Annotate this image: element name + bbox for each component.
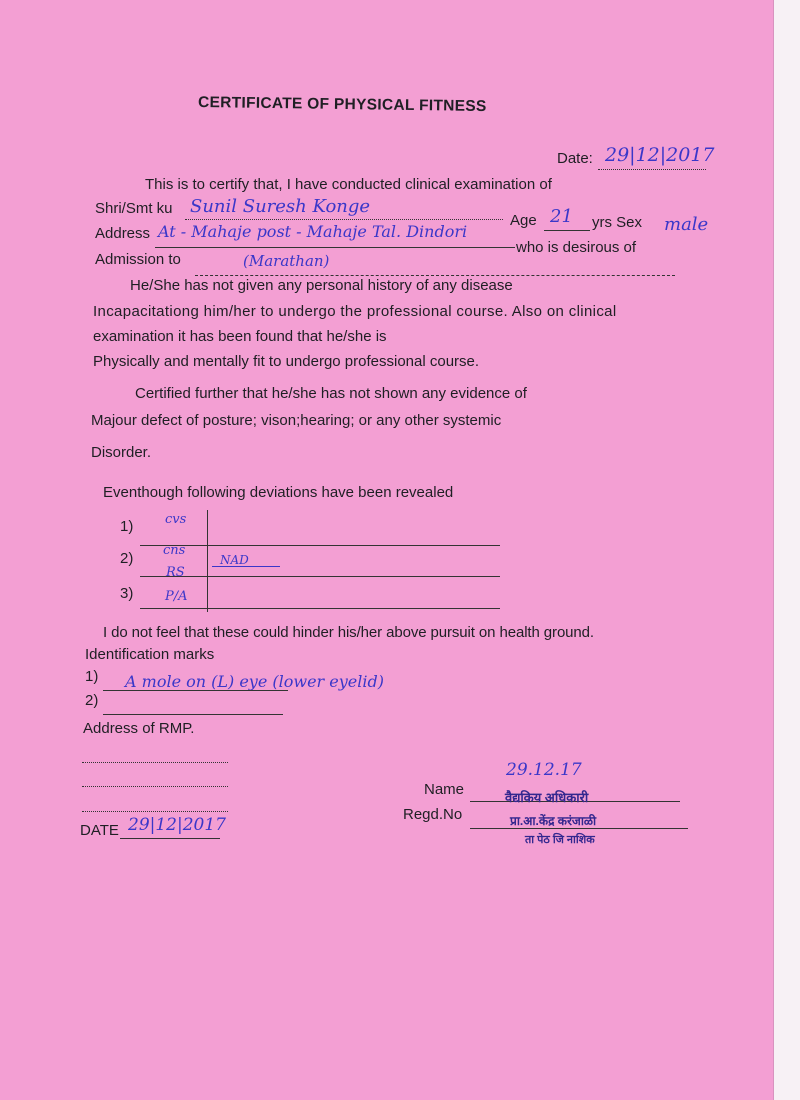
age-line — [544, 230, 590, 231]
admission-line — [195, 275, 675, 276]
deviation-divider — [207, 510, 208, 612]
identification-heading: Identification marks — [85, 646, 215, 663]
signature-handwriting: 29.12.17 — [506, 760, 582, 780]
rmp-address-line-3 — [82, 811, 228, 812]
deviations-heading: Eventhough following deviations have been revealed — [103, 484, 454, 501]
sex-value: male — [664, 214, 709, 235]
para1-line1: He/She has not given any personal history of any disease — [130, 277, 513, 294]
admission-value: (Marathan) — [243, 252, 330, 270]
identification-line-2 — [103, 714, 283, 715]
candidate-name: Sunil Suresh Konge — [190, 196, 371, 217]
identification-num-1: 1) — [85, 668, 99, 685]
para1-line3: examination it has been found that he/she is — [93, 328, 387, 345]
identification-mark-1: A mole on (L) eye (lower eyelid) — [125, 672, 384, 691]
rmp-address-line-2 — [82, 786, 228, 787]
address-label: Address — [95, 225, 151, 242]
para2-line3: Disorder. — [91, 444, 152, 461]
address-line — [155, 247, 515, 248]
footer-date-label: DATE — [80, 822, 119, 839]
identification-num-2: 2) — [85, 692, 99, 709]
footer-date-line — [120, 838, 220, 839]
signature-name-label: Name — [424, 781, 465, 798]
stamp-line-3: ता पेठ जि नाशिक — [525, 834, 595, 846]
deviation-num-1: 1) — [120, 518, 134, 535]
identification-line-1 — [103, 690, 288, 691]
deviation-rs-note: RS — [166, 565, 185, 580]
deviation-note-2: cns — [163, 543, 186, 558]
deviation-note-1: cvs — [165, 512, 187, 527]
certify-line: This is to certify that, I have conducted clinical examination of — [145, 176, 552, 193]
rmp-address-line-1 — [82, 762, 228, 763]
name-label: Shri/Smt ku — [95, 200, 173, 217]
para2-line2: Majour defect of posture; vison;hearing; or any other systemic — [91, 412, 502, 429]
nad-underline — [212, 566, 280, 567]
date-label: Date: — [557, 150, 593, 167]
admission-label: Admission to — [95, 251, 181, 268]
name-line — [185, 219, 503, 220]
date-line — [598, 169, 706, 170]
age-label: Age — [510, 212, 537, 229]
stamp-line-2: प्रा.आ.केंद्र करंजाळी — [510, 814, 597, 828]
stamp-line-1: वैद्यकिय अधिकारी — [505, 790, 589, 805]
deviation-line-3 — [140, 608, 500, 609]
para1-line2: Incapacitationg him/her to undergo the professional course. Also on clinical — [93, 303, 617, 320]
address-suffix: who is desirous of — [516, 239, 637, 256]
rmp-address-heading: Address of RMP. — [83, 720, 195, 737]
footer-date-value: 29|12|2017 — [128, 815, 226, 835]
deviation-line-1 — [140, 545, 500, 546]
age-value: 21 — [550, 206, 573, 227]
signature-regd-label: Regd.No — [403, 806, 463, 823]
deviation-num-3: 3) — [120, 585, 134, 602]
paper-edge-line — [773, 0, 774, 1100]
deviation-note-3: P/A — [165, 589, 188, 604]
date-value: 29|12|2017 — [605, 144, 715, 166]
para2-line1: Certified further that he/she has not shown any evidence of — [135, 385, 527, 402]
hinder-text: I do not feel that these could hinder his/her above pursuit on health ground. — [103, 624, 594, 641]
deviation-num-2: 2) — [120, 550, 134, 567]
sex-label: yrs Sex — [592, 214, 643, 231]
certificate-title: CERTIFICATE OF PHYSICAL FITNESS — [197, 93, 487, 116]
address-value: At - Mahaje post - Mahaje Tal. Dindori — [158, 222, 468, 241]
para1-line4: Physically and mentally fit to undergo professional course. — [93, 353, 480, 370]
deviation-nad-note: NAD — [220, 553, 249, 567]
deviation-line-2 — [140, 576, 500, 577]
paper-edge — [774, 0, 800, 1100]
